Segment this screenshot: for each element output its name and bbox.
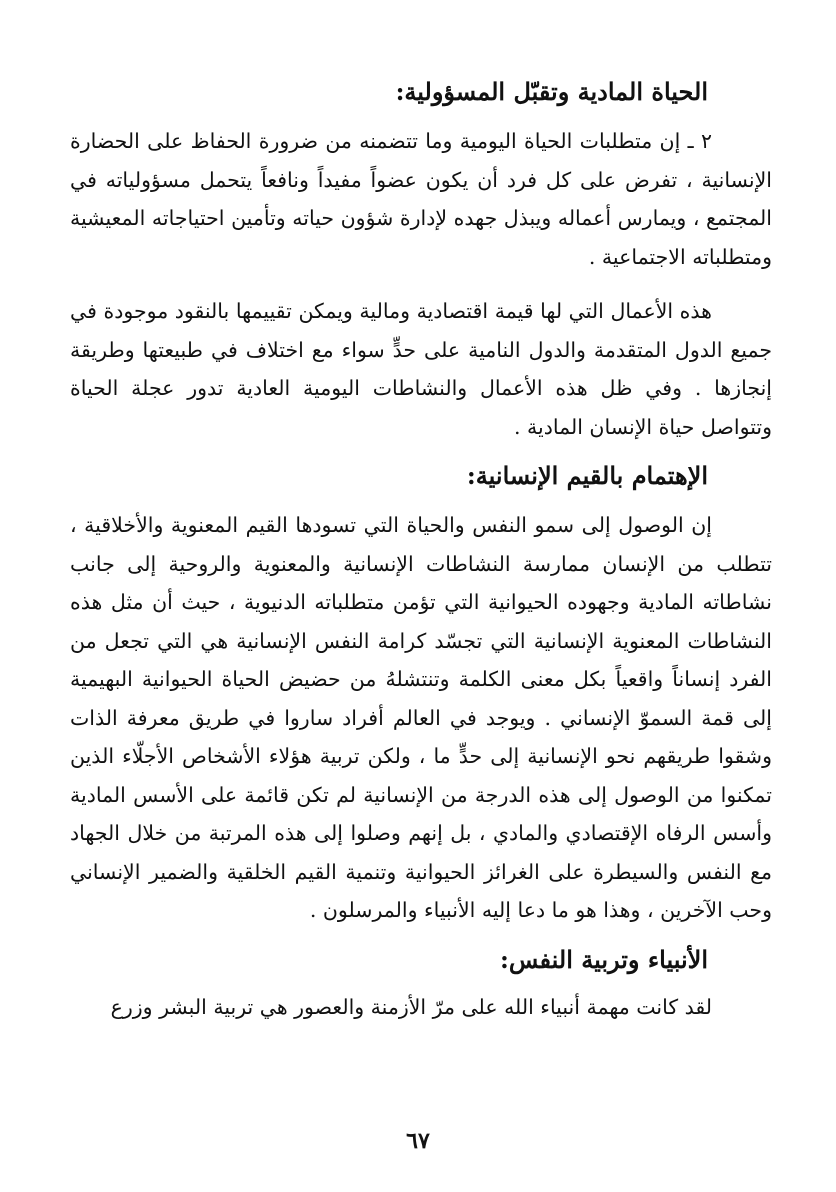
- paragraph-prophets-mission: لقد كانت مهمة أنبياء الله على مرّ الأزمنة والعصور هي تربية البشر وزرع: [110, 994, 712, 1019]
- section-heading-prophets: الأنبياء وتربية النفس:: [500, 944, 708, 974]
- page-number: ٦٧: [406, 1128, 430, 1154]
- section-heading-material-life: الحياة المادية وتقبّل المسؤولية:: [395, 77, 708, 106]
- paragraph-economic-activities: هذه الأعمال التي لها قيمة اقتصادية ومالية ويمكن تقييمها بالنقود موجودة في جميع الدول المتقدمة والدول النامية على حدٍّ سواء مع اختلاف في طبيعتها وطريقة إنجازها . وفي ظل هذه الأعمال والنشاطات اليومية العادية تدور عجلة الحياة وتتواصل حياة الإنسان المادية .: [70, 299, 772, 439]
- section-heading-human-values: الإهتمام بالقيم الإنسانية:: [466, 461, 708, 490]
- paragraph-daily-life-requirements: ٢ ـ إن متطلبات الحياة اليومية وما تتضمنه من ضرورة الحفاظ على الحضارة الإنسانية ، تفرض على كل فرد أن يكون عضواً مفيداً ونافعاً يتحمل مسؤولياته في المجتمع ، ويمارس أعماله ويبذل جهده لإدارة شؤون حياته وتأمين احتياجاته المعيشية ومتطلباته الاجتماعية .: [70, 129, 772, 269]
- paragraph-spiritual-elevation: إن الوصول إلى سمو النفس والحياة التي تسودها القيم المعنوية والأخلاقية ، تتطلب من الإنسان ممارسة النشاطات الإنسانية والمعنوية والروحية إلى جانب نشاطاته المادية وجهوده الحيوانية التي تؤمن متطلباته الدنيوية ، حيث أن مثل هذه النشاطات المعنوية الإنسانية التي تجسّد كرامة النفس الإنسانية هي التي تجعل من الفرد إنساناً واقعياً بكل معنى الكلمة وتنتشلهُ من حضيض الحياة الحيوانية البهيمية إلى قمة السموّ الإنساني . ويوجد في العالم أفراد ساروا في طريق معرفة الذات وشقوا طريقهم نحو الإنسانية إلى حدٍّ ما ، ولكن تربية هؤلاء الأشخاص الأجلّاء الذين تمكنوا من الوصول إلى هذه الدرجة من الإنسانية لم تكن قائمة على الأسس المادية وأسس الرفاه الإقتصادي والمادي ، بل إنهم وصلوا إلى هذه المرتبة من خلال الجهاد مع النفس والسيطرة على الغرائز الحيوانية وتنمية القيم الخلقية والضمير الإنساني وحب الآخرين ، وهذا هو ما دعا إليه الأنبياء والمرسلون .: [70, 513, 772, 922]
